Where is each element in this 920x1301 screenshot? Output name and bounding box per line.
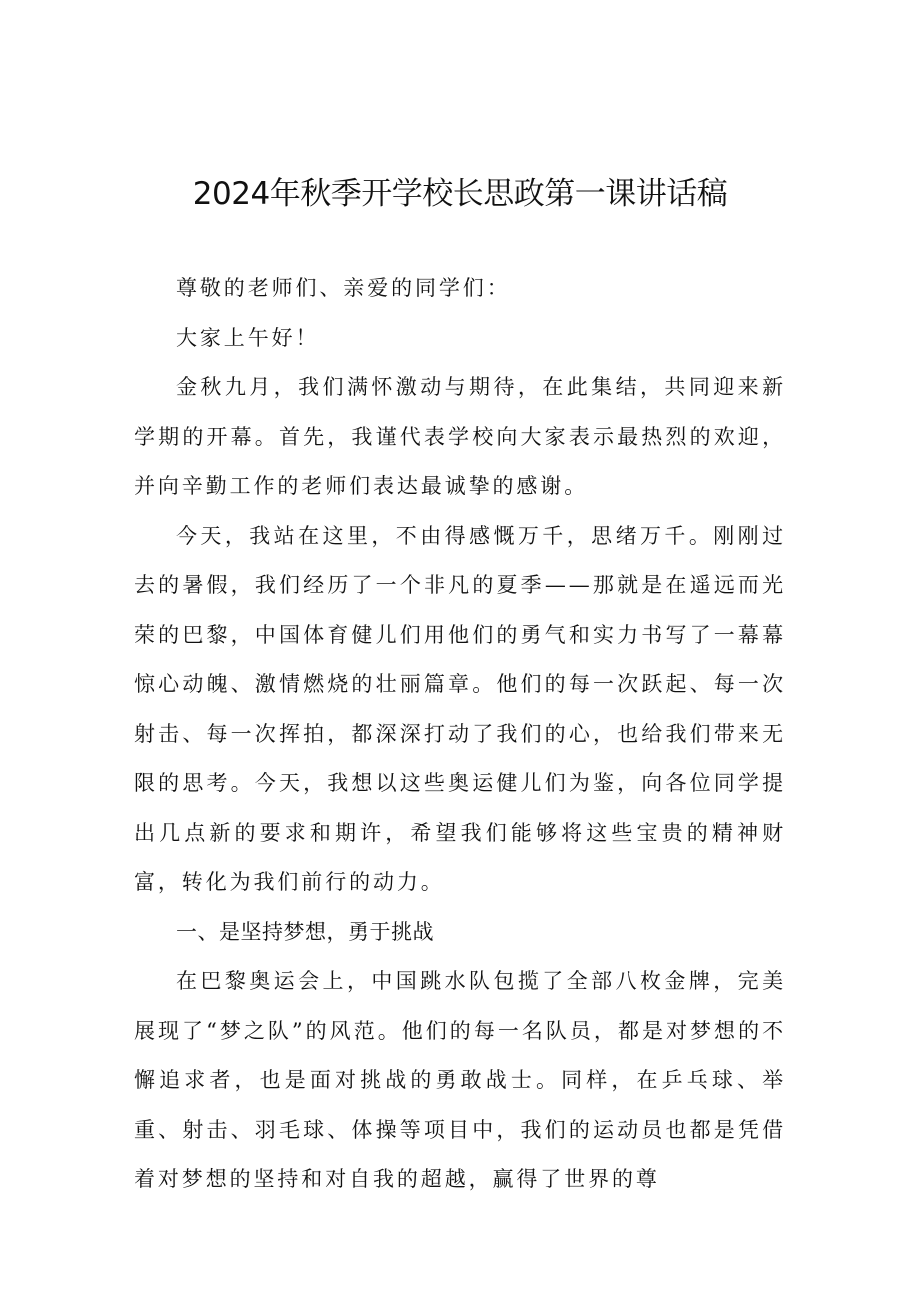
salutation: 尊敬的老师们、亲爱的同学们：	[176, 276, 511, 300]
section-paragraph: 在巴黎奥运会上，中国跳水队包揽了全部八枚金牌，完美展现了“梦之队”的风范。他们的每一名队员，都是对梦想的不懈追求者，也是面对挑战的勇敢战士。同样，在乒乓球、举重、射击、羽毛球、体操等项目中，我们的运动员也都是凭借着对梦想的坚持和对自我的超越，赢得了世界的尊	[134, 969, 786, 1191]
document-body	[134, 264, 786, 1205]
document-title: 2024年秋季开学校长思政第一课讲话稿	[192, 176, 728, 212]
greeting: 大家上午好！	[176, 325, 320, 350]
paragraph-opening: 金秋九月，我们满怀激动与期待，在此集结，共同迎来新学期的开幕。首先，我谨代表学校向大家表示最热烈的欢迎，并向辛勤工作的老师们表达最诚挚的感谢。	[134, 375, 786, 498]
paragraph-olympics: 今天，我站在这里，不由得感慨万千，思绪万千。刚刚过去的暑假，我们经历了一个非凡的夏季——那就是在遥远而光荣的巴黎，中国体育健儿们用他们的勇气和实力书写了一幕幕惊心动魄、激情燃烧的壮丽篇章。他们的每一次跃起、每一次射击、每一次挥拍，都深深打动了我们的心，也给我们带来无限的思考。今天，我想以这些奥运健儿们为鉴，向各位同学提出几点新的要求和期许，希望我们能够将这些宝贵的精神财富，转化为我们前行的动力。	[134, 523, 786, 894]
section-heading: 一、是坚持梦想，勇于挑战	[176, 919, 434, 944]
